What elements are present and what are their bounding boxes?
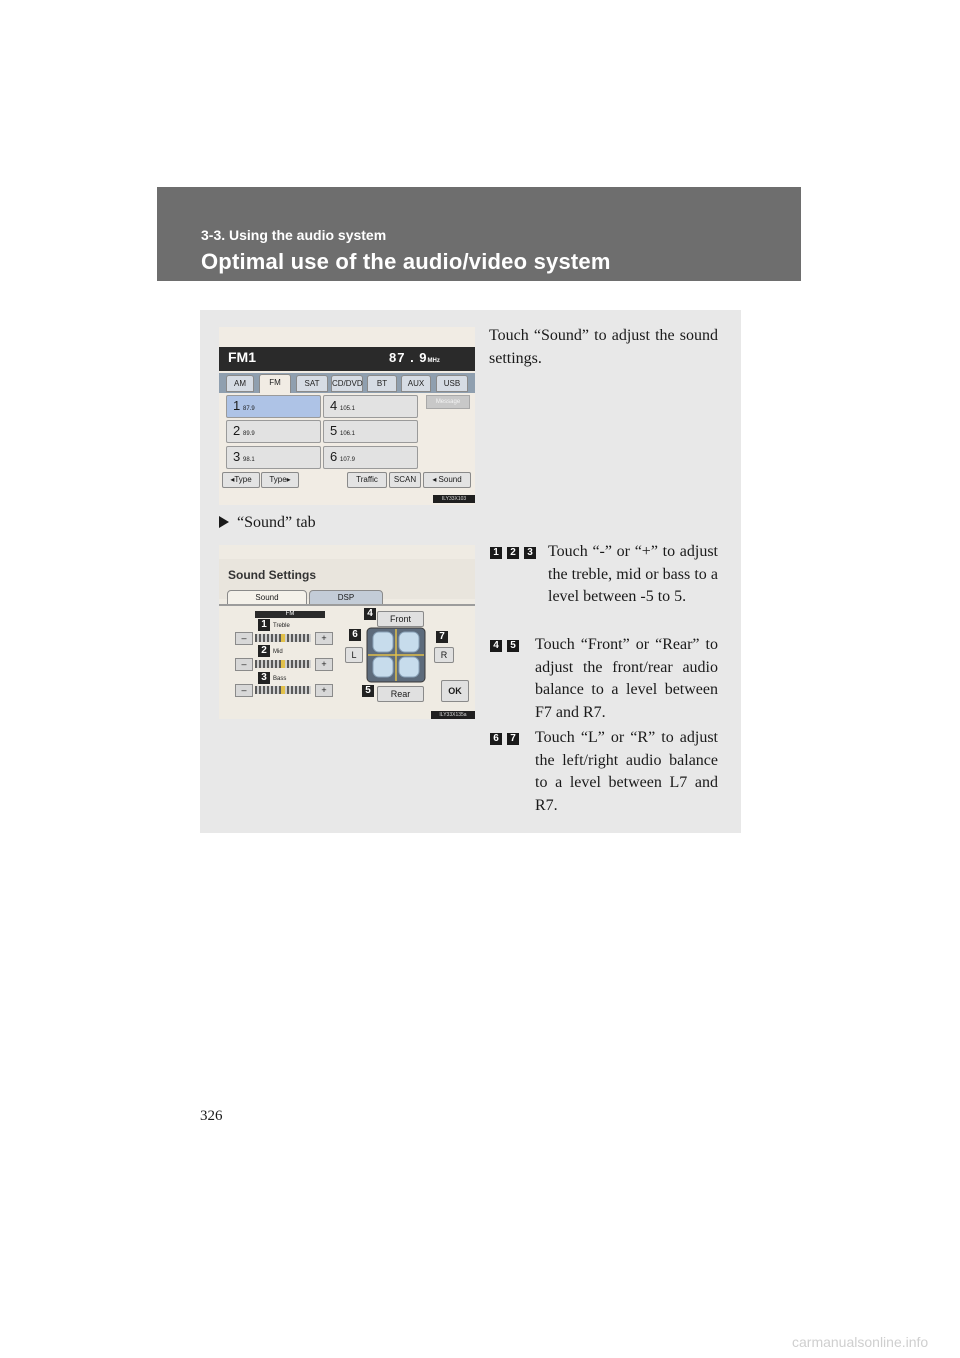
type-next-button[interactable]: Type▸ <box>261 472 299 488</box>
marker-badge: 5 <box>507 640 519 652</box>
scan-button[interactable]: SCAN <box>389 472 421 488</box>
tab-sound[interactable]: Sound <box>227 590 307 606</box>
mid-level-bar <box>255 660 311 668</box>
station-band: FM1 <box>228 349 256 365</box>
tab-dsp[interactable]: DSP <box>309 590 383 606</box>
page-title: Optimal use of the audio/video system <box>201 249 611 274</box>
bass-level-bar <box>255 686 311 694</box>
treble-control <box>235 632 339 644</box>
source-label: FM <box>255 611 325 618</box>
preset-button[interactable]: 4 105.1 <box>323 395 418 418</box>
callout-marker: 4 <box>364 608 376 620</box>
sound-settings-screen-image <box>219 545 475 719</box>
image-code: ILY33X135a <box>431 711 475 719</box>
mid-label: Mid <box>273 649 283 655</box>
tab-sat[interactable]: SAT <box>296 375 328 392</box>
page-number: 326 <box>200 1108 223 1124</box>
speaker-balance-diagram[interactable] <box>366 627 426 683</box>
watermark: carmanualsonline.info <box>792 1334 929 1350</box>
preset-button[interactable]: 3 98.1 <box>226 446 321 469</box>
section-label: 3-3. Using the audio system <box>201 227 387 243</box>
rear-button[interactable]: Rear <box>377 686 424 702</box>
treble-plus-button[interactable]: + <box>315 632 333 645</box>
treble-label: Treble <box>273 623 290 629</box>
preset-button[interactable]: 2 89.9 <box>226 420 321 443</box>
preset-button[interactable]: 6 107.9 <box>323 446 418 469</box>
mid-plus-button[interactable]: + <box>315 658 333 671</box>
tab-underline <box>219 604 475 606</box>
treble-minus-button[interactable]: – <box>235 632 253 645</box>
marker-badge: 1 <box>490 547 502 559</box>
bass-label: Bass <box>273 676 287 682</box>
callout-marker: 1 <box>258 619 270 631</box>
subheading: “Sound” tab <box>219 512 316 535</box>
tab-aux[interactable]: AUX <box>401 375 431 392</box>
right-button[interactable]: R <box>434 647 454 663</box>
tab-cd-dvd[interactable]: CD/DVD <box>331 375 363 392</box>
preset-button[interactable]: 1 87.9 <box>226 395 321 418</box>
callout-marker: 2 <box>258 645 270 657</box>
instruction-text: Touch “-” or “+” to adjust the treble, mid or bass to a level between -5 to 5. <box>548 543 718 605</box>
source-tab-bar <box>219 373 475 393</box>
bass-control <box>235 684 339 696</box>
message-button[interactable]: Message <box>426 395 470 409</box>
callout-marker: 3 <box>258 672 270 684</box>
instruction-text: Touch “L” or “R” to adjust the left/right audio balance to a level between L7 and R7. <box>535 729 718 814</box>
image-code: ILY33X103 <box>433 495 475 503</box>
left-button[interactable]: L <box>345 647 363 663</box>
treble-level-bar <box>255 634 311 642</box>
mid-minus-button[interactable]: – <box>235 658 253 671</box>
chapter-header <box>157 187 801 281</box>
bass-plus-button[interactable]: + <box>315 684 333 697</box>
arrow-icon <box>219 516 229 528</box>
marker-badge: 4 <box>490 640 502 652</box>
tab-bt[interactable]: BT <box>367 375 397 392</box>
radio-screen-image <box>219 327 475 505</box>
bass-minus-button[interactable]: – <box>235 684 253 697</box>
instruction-text: Touch “Front” or “Rear” to adjust the front/rear audio balance to a level between F7 and R7. <box>535 636 718 721</box>
callout-marker: 6 <box>349 629 361 641</box>
sound-button[interactable]: ◂ Sound <box>423 472 471 488</box>
mid-control <box>235 658 339 670</box>
traffic-button[interactable]: Traffic <box>347 472 387 488</box>
marker-badge: 2 <box>507 547 519 559</box>
front-button[interactable]: Front <box>377 611 424 627</box>
marker-badge: 7 <box>507 733 519 745</box>
tab-am[interactable]: AM <box>226 375 254 392</box>
callout-marker: 5 <box>362 685 374 697</box>
intro-text: Touch “Sound” to adjust the sound settings. <box>489 327 718 367</box>
settings-title: Sound Settings <box>228 568 316 582</box>
marker-badge: 6 <box>490 733 502 745</box>
ok-button[interactable]: OK <box>441 680 469 702</box>
preset-button[interactable]: 5 106.1 <box>323 420 418 443</box>
callout-marker: 7 <box>436 631 448 643</box>
tab-usb[interactable]: USB <box>436 375 468 392</box>
station-frequency: 87 . 9MHz <box>389 350 440 365</box>
marker-badge: 3 <box>524 547 536 559</box>
type-prev-button[interactable]: ◂Type <box>222 472 260 488</box>
tab-fm[interactable]: FM <box>259 374 291 393</box>
